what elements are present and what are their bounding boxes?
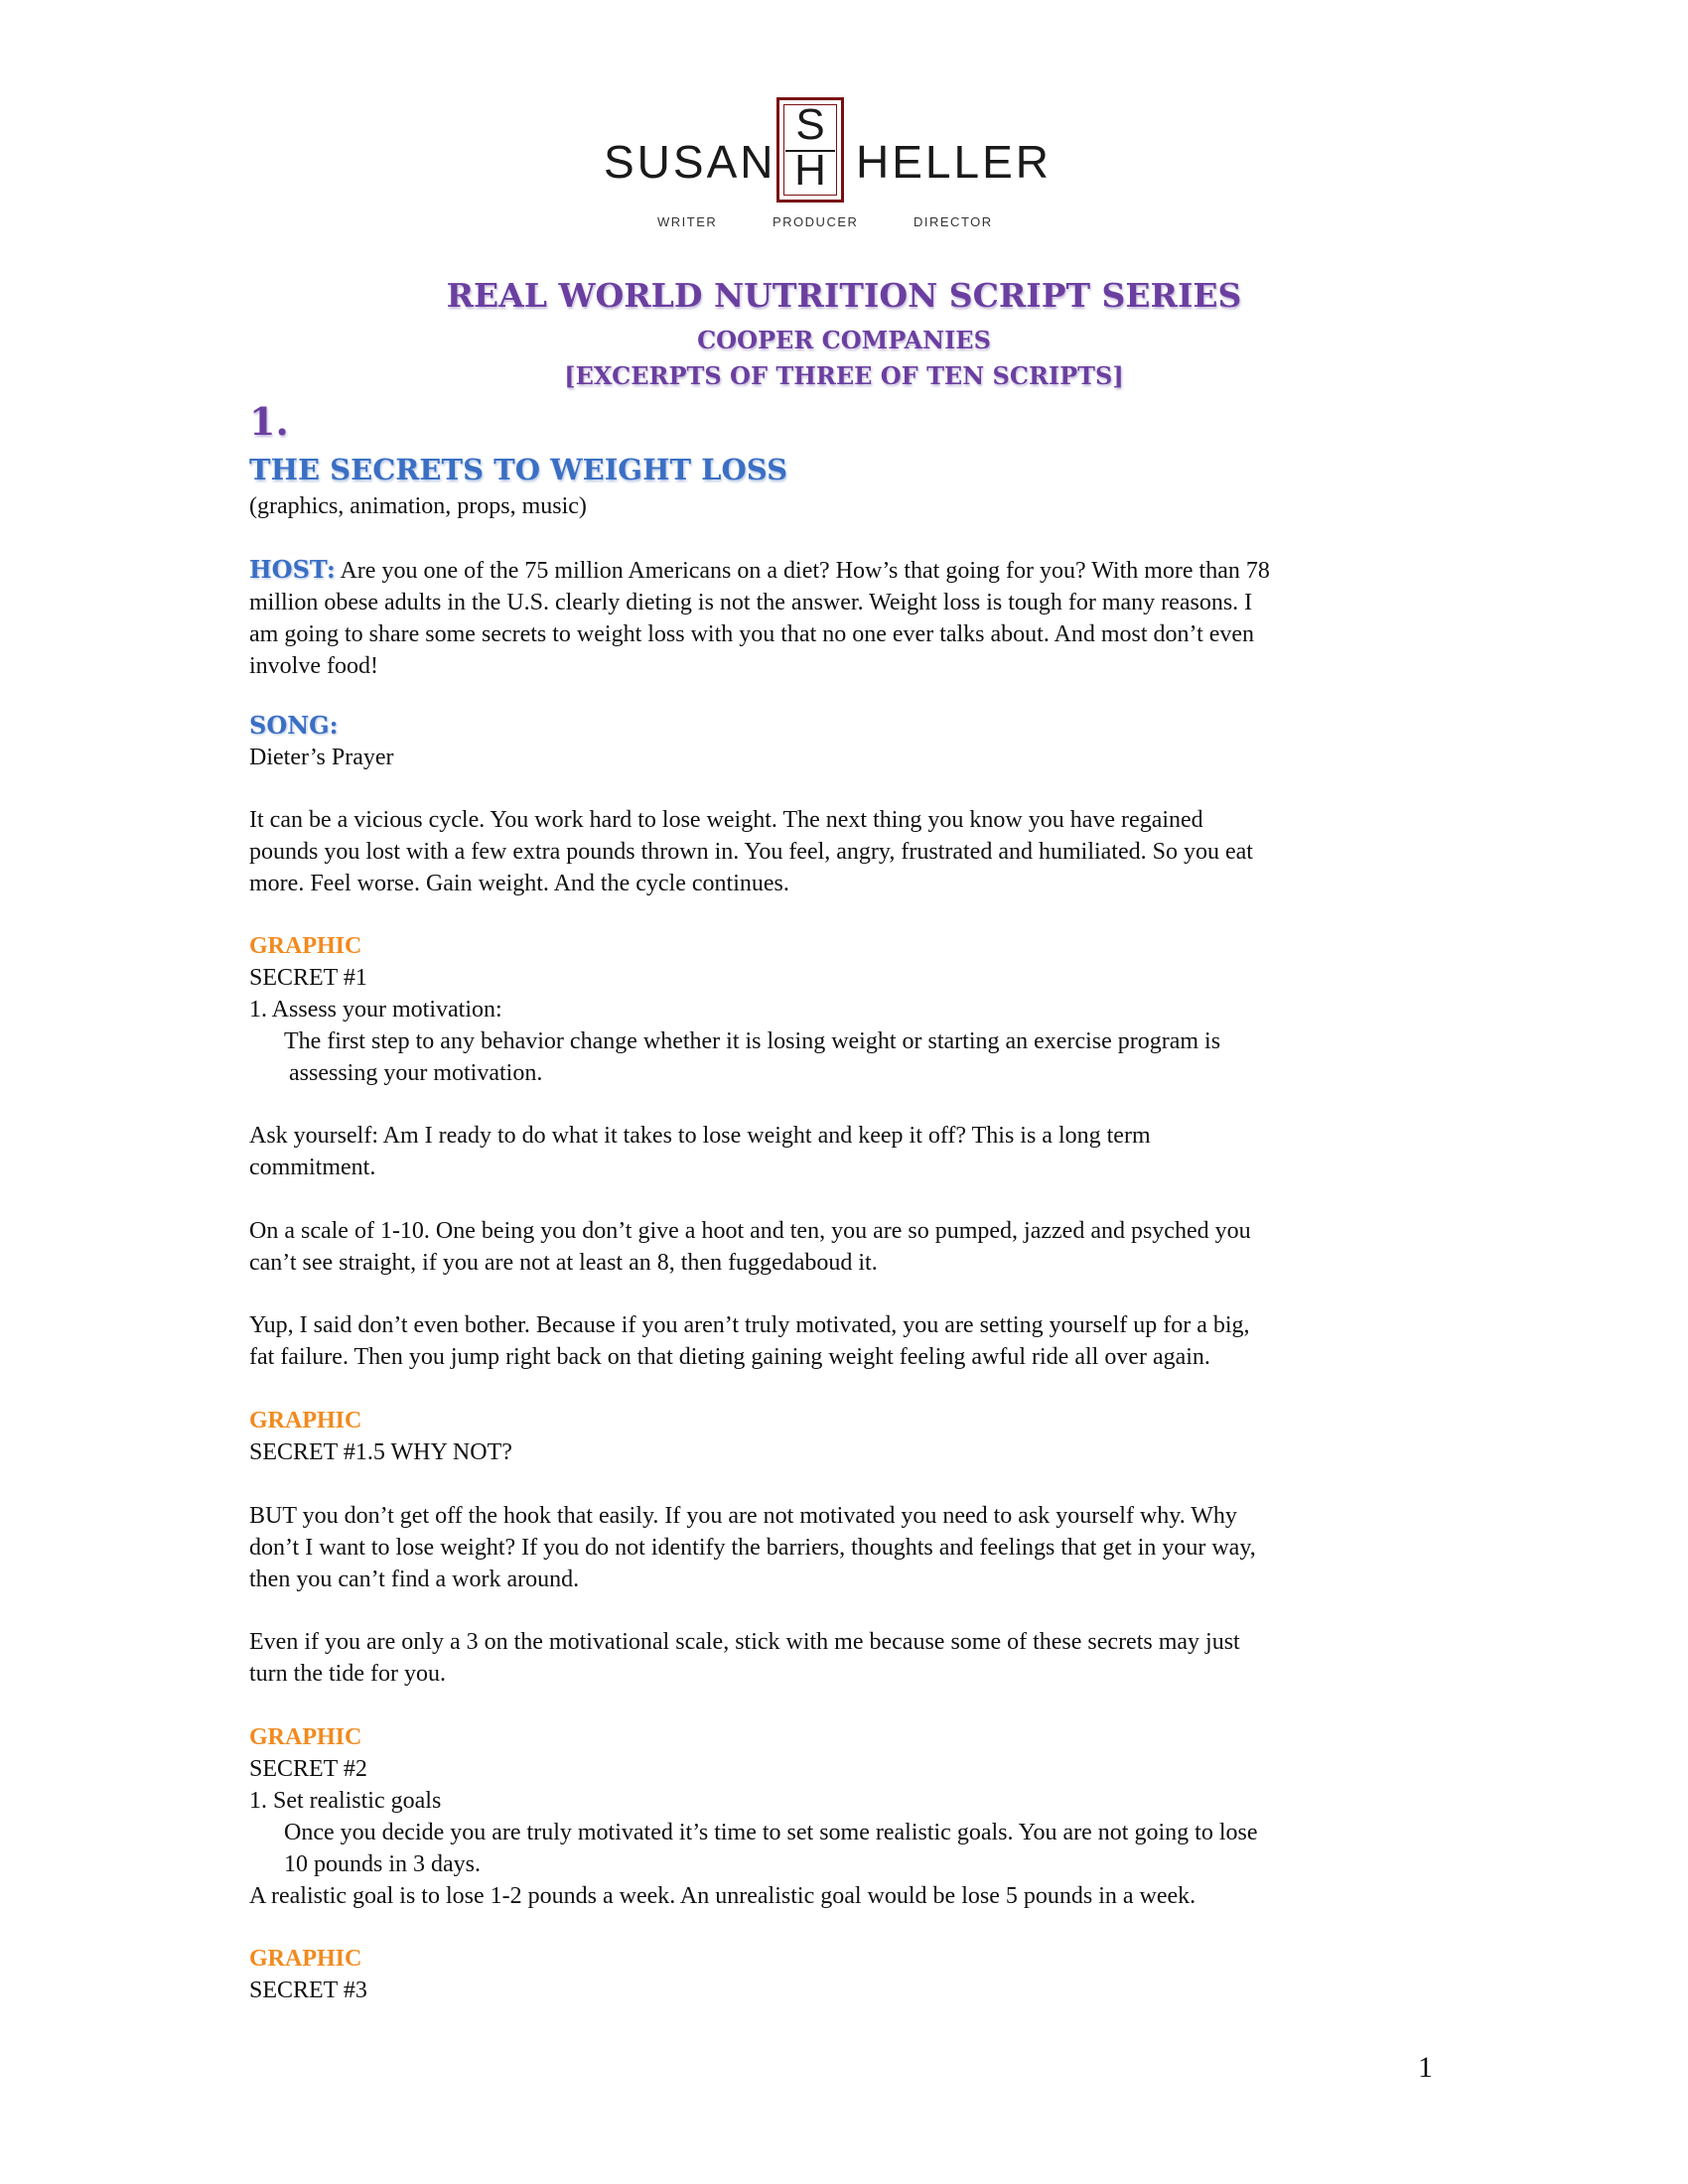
letterhead-logo bbox=[596, 97, 1053, 246]
section-number: 1. bbox=[249, 399, 289, 444]
excerpts-subtitle: [EXCERPTS OF THREE OF TEN SCRIPTS] bbox=[564, 361, 1124, 390]
logo-role-writer: WRITER bbox=[657, 214, 718, 229]
secret-1-detail: The first step to any behavior change whether it is losing weight or starting an exercise program is bbox=[284, 1028, 1221, 1054]
logo-role-producer: PRODUCER bbox=[773, 214, 859, 229]
section-note: (graphics, animation, props, music) bbox=[249, 493, 587, 519]
even-paragraph: Even if you are only a 3 on the motivational scale, stick with me because some of these secrets may just turn the tide for you. bbox=[249, 1629, 1240, 1687]
series-title: REAL WORLD NUTRITION SCRIPT SERIES bbox=[446, 276, 1242, 315]
graphic-label: GRAPHIC bbox=[249, 1946, 362, 1972]
host-paragraph bbox=[249, 554, 1441, 682]
secret-2-detail-cont: 10 pounds in 3 days. bbox=[284, 1851, 481, 1877]
secret-1-block bbox=[249, 930, 1441, 1089]
secret-2-detail: Once you decide you are truly motivated it’s time to set some realistic goals. You are not going to lose bbox=[284, 1820, 1258, 1845]
company-title: COOPER COMPANIES bbox=[697, 326, 991, 354]
graphic-label: GRAPHIC bbox=[249, 1408, 362, 1433]
page-number: 1 bbox=[1418, 2051, 1433, 2084]
scale-paragraph: On a scale of 1-10. One being you don’t give a hoot and ten, you are so pumped, jazzed and psyched you can’t see straight, if you are not at least an 8, then fuggedaboud it. bbox=[249, 1218, 1251, 1276]
host-label: HOST: bbox=[249, 555, 336, 584]
host-line-4: involve food! bbox=[249, 653, 378, 679]
but-paragraph: BUT you don’t get off the hook that easily. If you are not motivated you need to ask yourself why. Why don’t I want to lose weight? If you do not identify the barriers, thoughts and feelings that get in your way, then you can’t find a work around. bbox=[249, 1503, 1256, 1592]
secret-1-title: SECRET #1 bbox=[249, 965, 367, 991]
logo-name-last: HELLER bbox=[856, 136, 1052, 188]
secret-2-item: 1. Set realistic goals bbox=[249, 1788, 442, 1814]
logo-name-first: SUSAN bbox=[604, 136, 776, 188]
host-line-2: million obese adults in the U.S. clearly dieting is not the answer. Weight loss is tough for many reasons. I bbox=[249, 590, 1253, 615]
monogram-letter-top: S bbox=[795, 100, 825, 149]
graphic-label: GRAPHIC bbox=[249, 933, 362, 959]
logo-role-director: DIRECTOR bbox=[914, 214, 993, 229]
secret-1-5-title: SECRET #1.5 WHY NOT? bbox=[249, 1439, 512, 1465]
song-label: SONG: bbox=[249, 711, 339, 740]
monogram-box bbox=[776, 97, 844, 203]
yup-paragraph: Yup, I said don’t even bother. Because if you aren’t truly motivated, you are setting yourself up for a big, fat failure. Then you jump right back on that dieting gaining weight feeling awful ride all over again. bbox=[249, 1312, 1250, 1370]
song-block bbox=[249, 710, 1441, 773]
monogram-letter-bottom: H bbox=[794, 146, 826, 195]
secret-1-item: 1. Assess your motivation: bbox=[249, 997, 502, 1023]
graphic-label: GRAPHIC bbox=[249, 1724, 362, 1750]
ask-paragraph: Ask yourself: Am I ready to do what it takes to lose weight and keep it off? This is a long term commitment. bbox=[249, 1123, 1151, 1180]
song-title: Dieter’s Prayer bbox=[249, 745, 394, 770]
secret-3-title: SECRET #3 bbox=[249, 1978, 367, 2003]
secret-2-realistic: A realistic goal is to lose 1-2 pounds a week. An unrealistic goal would be lose 5 pounds in a week. bbox=[249, 1883, 1196, 1909]
host-line-3: am going to share some secrets to weight loss with you that no one ever talks about. And most don’t even bbox=[249, 621, 1255, 647]
secret-1-detail-cont: assessing your motivation. bbox=[289, 1060, 543, 1086]
secret-1-5-block bbox=[249, 1405, 1441, 1468]
host-line-1: HOST: Are you one of the 75 million Americans on a diet? How’s that going for you? With more than 78 bbox=[249, 555, 1270, 584]
section-title: THE SECRETS TO WEIGHT LOSS bbox=[249, 453, 788, 486]
secret-3-block bbox=[249, 1943, 1441, 2006]
secret-2-title: SECRET #2 bbox=[249, 1756, 367, 1782]
secret-2-block bbox=[249, 1721, 1441, 1912]
cycle-paragraph: It can be a vicious cycle. You work hard to lose weight. The next thing you know you have regained pounds you lost with a few extra pounds thrown in. You feel, angry, frustrated and humiliated. So you eat more. Feel worse. Gain weight. And the cycle continues. bbox=[249, 807, 1253, 896]
